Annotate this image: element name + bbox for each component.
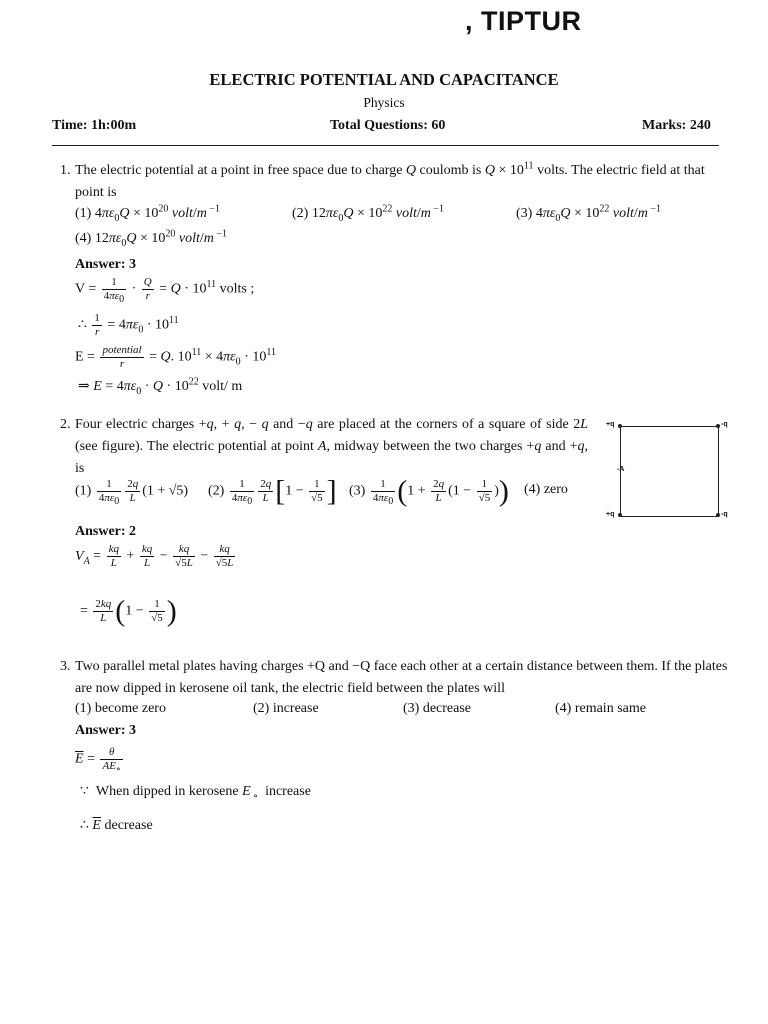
- q2-solution-line-2: = $\frac{2kq}{L}$ (1 − $\frac{1}{√5}$ ): [80, 594, 177, 628]
- q3-option-2: (2) increase: [253, 701, 319, 716]
- q3-solution-line-2: ∵ When dipped in kerosene E $_\circ$ increase: [80, 784, 311, 802]
- question-2: [60, 414, 588, 480]
- subject-label: Physics: [363, 95, 405, 110]
- q1-option-4: (4) $12\pi\varepsilon_0Q \times 10^{20}$ volt/m $^{-1}$: [75, 228, 228, 249]
- q2-option-1: (1) $\frac{1}{4\pi\varepsilon_0}$ $\frac{2q}{L}$ (1 + √5): [75, 478, 189, 508]
- q2-option-3: (3) $\frac{1}{4\pi\varepsilon_0}$ (1 + $\frac{2q}{L}$ (1 − $\frac{1}{√5}$ )): [349, 474, 509, 508]
- q1-solution-line-3: E = $\frac{\text{potential}}{r}$ = Q. $10^{11} \times 4\pi\varepsilon_0 \cdot 10^{11}$: [75, 344, 276, 370]
- question-text: Two parallel metal plates having charges +Q and −Q face each other at a certain distance between them. If the plates are now dipped in kerosene oil tank, the electric field between the plates will: [75, 659, 728, 696]
- q3-option-4: (4) remain same: [555, 701, 646, 716]
- q1-option-1: (1) $4\pi\varepsilon_0Q \times 10^{20}$ volt/m $^{-1}$: [75, 203, 221, 224]
- q1-solution-line-1: V = $\frac{1}{4\pi\varepsilon_0}$ · $\frac{Q}{r}$ = $Q \cdot 10^{11}$ volts ;: [75, 276, 255, 306]
- institute-name: , TIPTUR: [465, 6, 582, 36]
- charge-label-top-right: -q: [721, 421, 728, 428]
- square-outline: [620, 426, 719, 517]
- point-a-label: -A: [617, 466, 625, 473]
- q2-option-2: (2) $\frac{1}{4\pi\varepsilon_0}$ $\frac{2q}{L}$ [1 − $\frac{1}{√5}$ ]: [208, 474, 337, 508]
- charge-label-bottom-right: -q: [721, 511, 728, 518]
- q3-answer: Answer: 3: [75, 723, 137, 738]
- q2-solution-line-1: $V_A$ = $\frac{kq}{L}$ + $\frac{kq}{L}$ − $\frac{kq}{√5L}$ − $\frac{kq}{√5L}$: [75, 543, 234, 569]
- question-text: Four electric charges +q, + q, − q and −q are placed at the corners of a square of side 2L (see figure). The electric potential at point A, midway between the two charges +q and +q, is: [75, 417, 589, 476]
- q1-option-3: (3) $4\pi\varepsilon_0Q \times 10^{22}$ volt/m $^{-1}$: [516, 203, 662, 224]
- q3-option-3: (3) decrease: [403, 701, 472, 716]
- q3-solution-line-3: ∴ $\overline{E}$ decrease: [80, 818, 153, 833]
- q2-option-4: (4) zero: [524, 482, 568, 497]
- question-3: [60, 656, 735, 700]
- charge-label-top-left: +q: [606, 421, 615, 428]
- document-title: ELECTRIC POTENTIAL AND CAPACITANCE: [209, 70, 559, 89]
- question-number: 2.: [60, 417, 71, 432]
- header-divider: [52, 145, 719, 146]
- q3-solution-line-1: $\overline{E}$ = $\frac{\theta}{AE_\circ}$: [75, 746, 121, 776]
- marks-label: Marks: 240: [642, 118, 711, 133]
- question-number: 1.: [60, 163, 71, 178]
- charge-dot: [716, 513, 720, 517]
- charge-dot: [716, 424, 720, 428]
- q1-answer: Answer: 3: [75, 257, 137, 272]
- time-label: Time: 1h:00m: [52, 118, 137, 133]
- q1-solution-line-4: ⇒ $E = 4\pi\varepsilon_0 \cdot Q \cdot 10^{22}$ volt/ m: [78, 376, 243, 397]
- total-questions-label: Total Questions: 60: [330, 118, 446, 133]
- q3-option-1: (1) become zero: [75, 701, 166, 716]
- charge-dot: [618, 424, 622, 428]
- question-1: [60, 160, 735, 204]
- q2-answer: Answer: 2: [75, 524, 137, 539]
- question-text: The electric potential at a point in free space due to charge Q coulomb is $Q \times 10^{11}$ volts. The electric field at that point is: [75, 160, 705, 200]
- charge-dot: [618, 513, 622, 517]
- q1-option-2: (2) $12\pi\varepsilon_0Q \times 10^{22}$ volt/m $^{-1}$: [292, 203, 445, 224]
- q1-solution-line-2: ∴ $\frac{1}{r}$ = $4\pi\varepsilon_0 \cdot 10^{11}$: [78, 312, 179, 338]
- charge-label-bottom-left: +q: [606, 511, 615, 518]
- question-number: 3.: [60, 659, 71, 674]
